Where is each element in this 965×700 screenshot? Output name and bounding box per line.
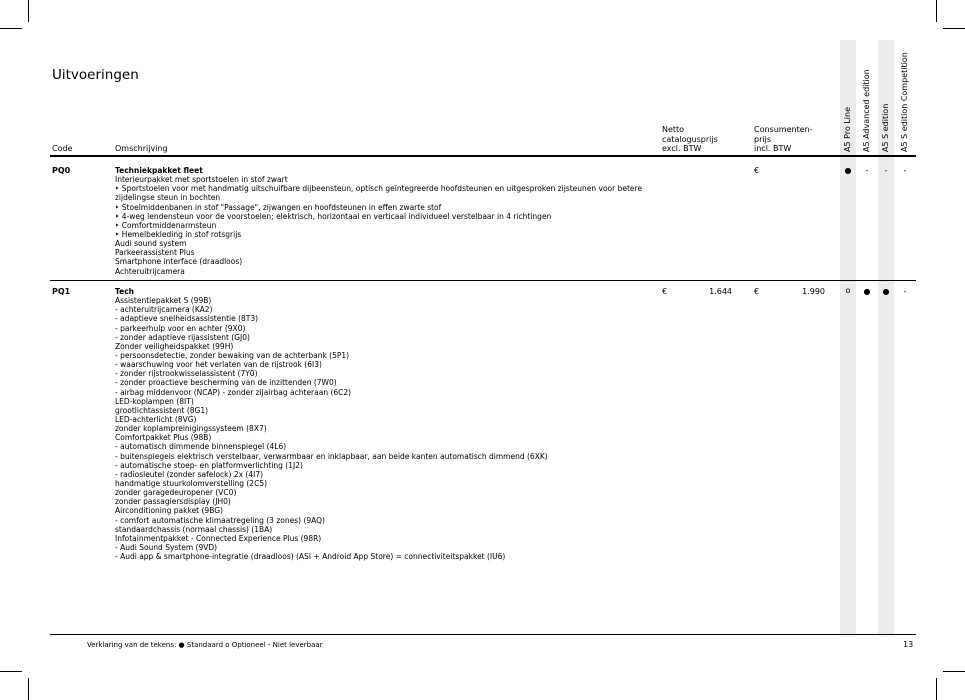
header-description: Omschrijving: [115, 144, 168, 153]
crop-mark: [0, 671, 22, 672]
desc-line: ‣ Sportstoelen voor met handmatig uitschuifbare dijbeensteun, optisch geïntegreerde hoofdsteunen en uitgesproken zijsteunen voor betere: [115, 184, 643, 194]
desc-line: LED-achterlicht (8VG): [115, 414, 197, 424]
consumer-currency: €: [754, 166, 760, 175]
desc-line: - airbag middenvoor (NCAP) - zonder zijairbag achteraan (6C2): [115, 387, 352, 397]
netto-amount: 1.644: [709, 287, 732, 296]
desc-line: Assistentiepakket S (99B): [115, 296, 212, 306]
legend: Verklaring van de tekens: ● Standaard o Optioneel - Niet leverbaar: [87, 641, 323, 649]
desc-line: - comfort automatische klimaatregeling (3 zones) (9AQ): [115, 515, 325, 525]
desc-line: Zonder veiligheidspakket (99H): [115, 341, 234, 351]
row-description: [115, 166, 642, 276]
footer-rule: [50, 634, 916, 635]
header-code: Code: [52, 144, 73, 153]
desc-line: - radiosleutel (zonder safelock) 2x (4I7): [115, 469, 264, 479]
availability-mark: ●: [844, 166, 852, 175]
netto-currency: €: [662, 287, 668, 296]
header-variant-pro-line: A5 Pro Line: [843, 106, 852, 152]
consumer-currency: €: [754, 287, 760, 296]
desc-line: - automatisch dimmende binnenspiegel (4L6): [115, 442, 287, 452]
desc-line: - waarschuwing voor het verlaten van de rijstrook (6I3): [115, 360, 322, 370]
desc-line: - automatische stoep- en platformverlichting (1J2): [115, 460, 303, 470]
desc-line: - buitenspiegels elektrisch verstelbaar, verwarmbaar en inklapbaar, aan beide kanten automatisch dimmend (6XK): [115, 451, 548, 461]
header-variant-s-competition: A5 S edition Competition: [900, 52, 909, 152]
consumer-amount: 1.990: [802, 287, 825, 296]
desc-line: zonder passagiersdisplay (JH0): [115, 497, 231, 507]
desc-line: Comfortpakket Plus (98B): [115, 433, 212, 443]
availability-mark: -: [865, 166, 869, 175]
header-variant-advanced: A5 Advanced edition: [862, 69, 871, 152]
desc-line: grootlichtassistent (8G1): [115, 405, 209, 415]
desc-line: Smartphone interface (draadloos): [115, 257, 243, 267]
desc-line: ‣ Hemelbekleding in stof rotsgrijs: [115, 229, 242, 239]
desc-line: Airconditioning pakket (9BG): [115, 506, 223, 516]
desc-line: - adaptieve snelheidsassistentie (8T3): [115, 314, 259, 324]
desc-line: Infotainmentpakket - Connected Experience Plus (98R): [115, 533, 322, 543]
desc-line: ‣ Stoelmiddenbanen in stof "Passage", zijwangen en hoofdsteunen in effen zwarte stof: [115, 202, 442, 212]
desc-line: - persoonsdetectie, zonder bewaking van de achterbank (5P1): [115, 350, 350, 360]
row-divider: [50, 280, 916, 281]
desc-line: - zonder rijstrookwisselassistent (7Y0): [115, 369, 258, 379]
availability-mark: o: [845, 286, 851, 295]
desc-line: Audi sound system: [115, 239, 187, 249]
header-variant-s-edition: A5 S edition: [881, 103, 890, 152]
row-description: [115, 287, 548, 561]
crop-mark: [0, 28, 22, 29]
desc-line: Interieurpakket met sportstoelen in stof zwart: [115, 175, 288, 185]
availability-mark: ●: [863, 287, 871, 296]
crop-mark: [943, 671, 965, 672]
desc-line: - zonder adaptieve rijassistent (GJ0): [115, 332, 250, 342]
crop-mark: [936, 0, 937, 22]
desc-line: - parkeerhulp voor en achter (9X0): [115, 323, 246, 333]
desc-line: Achteruitrijcamera: [115, 266, 185, 276]
crop-mark: [28, 0, 29, 22]
availability-mark: -: [884, 166, 888, 175]
page-title: Uitvoeringen: [52, 67, 139, 83]
desc-line: - Audi app & smartphone-integratie (draadloos) (ASI + Android App Store) = connectiviteitspakket (IU6): [115, 552, 506, 562]
desc-line: ‣ 4-weg lendensteun voor de voorstoelen; elektrisch, horizontaal en verticaal individueel verstelbaar in 4 richtingen: [115, 211, 552, 221]
desc-line: ‣ Comfortmiddenarmsteun: [115, 220, 217, 230]
desc-line: zijdelingse steun in bochten: [115, 193, 221, 203]
page-number: 13: [903, 640, 914, 649]
desc-line: LED-koplampen (8IT): [115, 396, 194, 406]
desc-line: zonder koplampreinigingssysteem (8X7): [115, 424, 267, 434]
desc-line: standaardchassis (normaal chassis) (1BA): [115, 524, 273, 534]
row-code: PQ1: [52, 287, 71, 296]
desc-line: zonder garagedeuropener (VC0): [115, 488, 237, 498]
availability-mark: ●: [882, 287, 890, 296]
availability-mark: -: [903, 166, 907, 175]
crop-mark: [28, 678, 29, 700]
crop-mark: [936, 678, 937, 700]
header-rule: [50, 155, 916, 157]
header-consumer: Consumenten- prijs incl. BTW: [754, 125, 813, 153]
crop-mark: [943, 28, 965, 29]
availability-mark: -: [903, 287, 907, 296]
desc-line: handmatige stuurkolomverstelling (2C5): [115, 478, 268, 488]
desc-line: - achteruitrijcamera (KA2): [115, 305, 213, 315]
row-title: Techniekpakket fleet: [115, 166, 203, 175]
desc-line: - Audi Sound System (9VD): [115, 542, 218, 552]
row-title: Tech: [115, 287, 134, 296]
row-code: PQ0: [52, 166, 71, 175]
desc-line: Parkeerassistent Plus: [115, 248, 195, 258]
header-netto: Netto catalogusprijs excl. BTW: [662, 125, 718, 153]
desc-line: - zonder proactieve bescherming van de inzittenden (7W0): [115, 378, 337, 388]
